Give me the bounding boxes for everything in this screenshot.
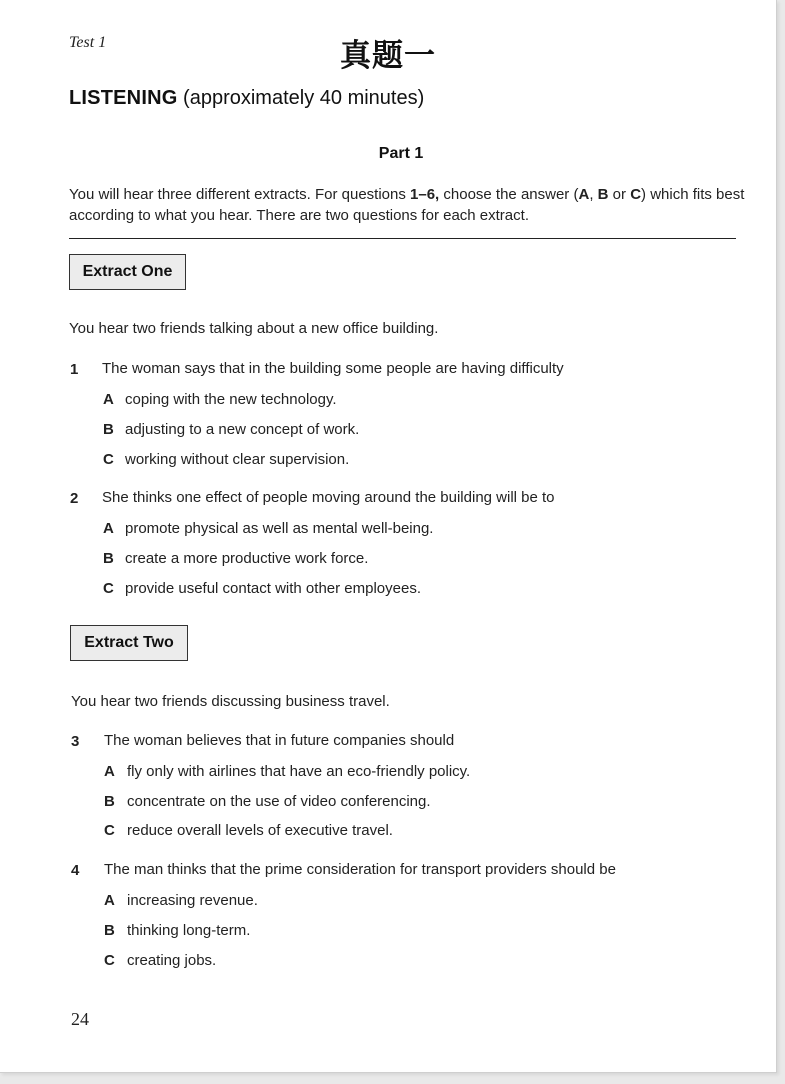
question-3-option-b-letter: B — [104, 793, 115, 810]
question-4-option-a-letter: A — [104, 892, 115, 909]
question-3-option-b: concentrate on the use of video conferencing. — [127, 793, 431, 810]
question-1-option-c-letter: C — [103, 451, 114, 468]
question-1-number: 1 — [70, 361, 79, 378]
divider-rule — [69, 238, 736, 239]
question-1-option-b: adjusting to a new concept of work. — [125, 421, 360, 438]
instructions-text: ) which fits best according to what you hear. There are two questions for each extract. — [69, 186, 745, 224]
question-4-stem: The man thinks that the prime consideration for transport providers should be — [104, 861, 616, 878]
instructions-text: choose the answer ( — [439, 186, 579, 203]
question-1-option-b-letter: B — [103, 421, 114, 438]
extract-two-label: Extract Two — [70, 625, 188, 661]
section-title-duration: (approximately 40 minutes) — [177, 87, 425, 109]
question-1-option-a: coping with the new technology. — [125, 391, 337, 408]
section-heading — [69, 87, 424, 110]
question-4-option-b-letter: B — [104, 922, 115, 939]
question-4-option-c-letter: C — [104, 952, 115, 969]
question-3-option-a: fly only with airlines that have an eco-friendly policy. — [127, 763, 471, 780]
question-1-stem: The woman says that in the building some people are having difficulty — [102, 360, 564, 377]
question-2-option-b: create a more productive work force. — [125, 550, 369, 567]
instructions-text: , — [589, 186, 598, 203]
instructions-letter-a: A — [578, 186, 590, 203]
question-4-option-b: thinking long-term. — [127, 922, 251, 939]
question-2-stem: She thinks one effect of people moving around the building will be to — [102, 489, 555, 506]
question-2-number: 2 — [70, 490, 79, 507]
section-title-bold: LISTENING — [69, 87, 178, 109]
instructions-letter-b: B — [597, 186, 609, 203]
question-4-option-c: creating jobs. — [127, 952, 217, 969]
extract-one-label: Extract One — [69, 254, 186, 290]
question-2-option-c-letter: C — [103, 580, 114, 597]
question-4-option-a: increasing revenue. — [127, 892, 258, 909]
instructions-text: You will hear three different extracts. For questions — [69, 186, 411, 203]
instructions-text: or — [608, 186, 631, 203]
question-2-option-a-letter: A — [103, 520, 114, 537]
question-2-option-a: promote physical as well as mental well-being. — [125, 520, 434, 537]
question-1-option-a-letter: A — [103, 391, 114, 408]
question-3-option-a-letter: A — [104, 763, 115, 780]
extract-one-context: You hear two friends talking about a new office building. — [69, 320, 439, 337]
instructions-question-range: 1–6, — [410, 186, 440, 203]
question-4-number: 4 — [71, 862, 80, 879]
question-2-option-b-letter: B — [103, 550, 114, 567]
chinese-title: 真题一 — [340, 38, 436, 74]
question-3-option-c-letter: C — [104, 822, 115, 839]
question-2-option-c: provide useful contact with other employees. — [125, 580, 421, 597]
question-3-number: 3 — [71, 733, 80, 750]
part-title: Part 1 — [378, 145, 424, 162]
question-3-option-c: reduce overall levels of executive travel. — [127, 822, 393, 839]
page-number: 24 — [71, 1009, 89, 1029]
extract-two-context: You hear two friends discussing business travel. — [71, 693, 390, 710]
question-3-stem: The woman believes that in future companies should — [104, 732, 455, 749]
test-label: Test 1 — [69, 34, 107, 51]
instructions-letter-c: C — [630, 186, 642, 203]
question-1-option-c: working without clear supervision. — [125, 451, 350, 468]
part-instructions — [69, 184, 749, 226]
